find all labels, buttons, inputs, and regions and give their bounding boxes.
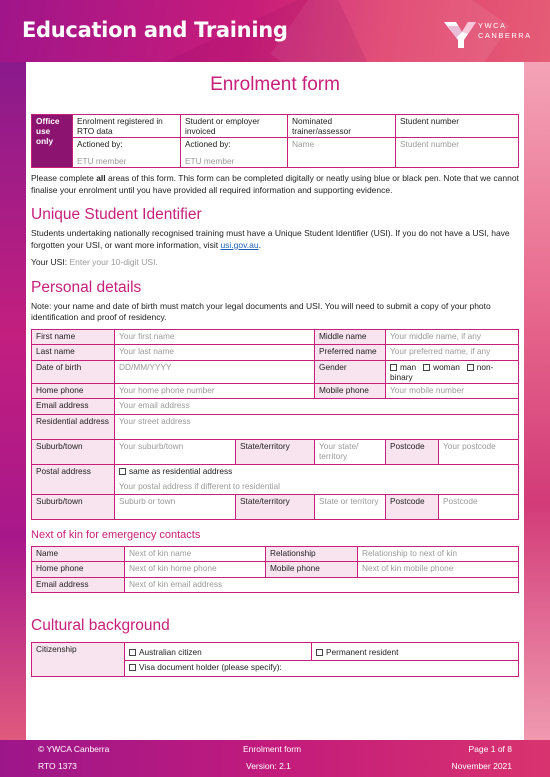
nok-home-phone-input[interactable]: Next of kin home phone (125, 562, 266, 578)
residential-input[interactable]: Your street address (115, 414, 519, 439)
gender-nonbinary-label: non-binary (390, 361, 494, 382)
student-number-field[interactable]: Student number (396, 138, 519, 168)
intro-post: areas of this form. This form can be completed digitally or neatly using blue or black pen. Note that we cannot finalise your enrolment until you have provided all required information and supporting evidence. (31, 173, 519, 195)
visa-label: Visa document holder (please specify): (139, 662, 282, 672)
last-name-label: Last name (32, 345, 115, 361)
next-of-kin-heading: Next of kin for emergency contacts (31, 528, 201, 541)
form-card (26, 62, 524, 740)
left-decoration (0, 62, 26, 740)
nok-relationship-input[interactable]: Relationship to next of kin (358, 546, 519, 562)
footer-rto: RTO 1373 (38, 761, 77, 771)
footer-org: © YWCA Canberra (38, 744, 110, 754)
etu-member-field[interactable]: ETU member (181, 155, 288, 168)
office-col-header: Student or employer invoiced (181, 115, 288, 138)
state2-label: State/territory (236, 494, 315, 519)
mobile-phone-input[interactable]: Your mobile number (386, 383, 519, 399)
citizen-label: Australian citizen (139, 647, 202, 657)
usi-input[interactable]: Enter your 10-digit USI. (69, 257, 158, 267)
email-input[interactable]: Your email address (115, 399, 519, 415)
citizen-option (125, 643, 312, 661)
dob-input[interactable]: DD/MM/YYYY (115, 360, 315, 383)
postal-input[interactable]: Your postal address if different to residential (119, 480, 280, 491)
personal-details-heading: Personal details (31, 278, 142, 296)
cultural-table (31, 642, 519, 677)
mobile-phone-label: Mobile phone (315, 383, 386, 399)
postcode-input[interactable]: Your postcode (439, 439, 519, 464)
visa-option (125, 661, 519, 677)
postal-label: Postal address (32, 464, 115, 494)
gender-man-checkbox[interactable] (390, 364, 397, 371)
logo-line: YWCA (478, 21, 507, 30)
postal-same-row (119, 466, 514, 476)
residential-label: Residential address (32, 414, 115, 439)
state2-input[interactable]: State or territory (315, 494, 386, 519)
usi-text (31, 228, 519, 251)
office-use-table (31, 114, 519, 168)
your-usi-row (31, 257, 519, 269)
trainer-name-field[interactable]: Name (288, 138, 396, 168)
citizenship-label: Citizenship (32, 643, 125, 677)
intro-text (31, 173, 519, 196)
middle-name-label: Middle name (315, 329, 386, 345)
preferred-name-input[interactable]: Your preferred name, if any (386, 345, 519, 361)
last-name-input[interactable]: Your last name (115, 345, 315, 361)
logo-line: CANBERRA (478, 31, 532, 40)
suburb2-input[interactable]: Suburb or town (115, 494, 236, 519)
intro-bold: all (96, 173, 106, 183)
next-of-kin-table (31, 546, 519, 594)
office-col-header: Enrolment registered in RTO data (73, 115, 181, 138)
state-input[interactable]: Your state/ territory (315, 439, 386, 464)
your-usi-label: Your USI: (31, 257, 68, 267)
nok-relationship-label: Relationship (266, 546, 358, 562)
suburb2-label: Suburb/town (32, 494, 115, 519)
nok-name-label: Name (32, 546, 125, 562)
first-name-input[interactable]: Your first name (115, 329, 315, 345)
gender-woman-checkbox[interactable] (423, 364, 430, 371)
suburb-label: Suburb/town (32, 439, 115, 464)
pr-label: Permanent resident (326, 647, 399, 657)
gender-nonbinary-checkbox[interactable] (467, 364, 474, 371)
form-title: Enrolment form (210, 74, 340, 95)
gender-man-label: man (400, 361, 417, 372)
footer-doc: Enrolment form (243, 744, 302, 754)
actioned-by-label: Actioned by: (181, 138, 288, 155)
postal-cell (115, 464, 519, 494)
home-phone-label: Home phone (32, 383, 115, 399)
postcode-label: Postcode (386, 439, 439, 464)
usi-text-end: . (258, 239, 261, 250)
nok-home-phone-label: Home phone (32, 562, 125, 578)
gender-woman-label: woman (433, 361, 460, 372)
right-decoration (524, 62, 550, 740)
citizen-checkbox[interactable] (129, 649, 136, 656)
actioned-by-label: Actioned by: (73, 138, 181, 155)
state-label: State/territory (236, 439, 315, 464)
dob-label: Date of birth (32, 360, 115, 383)
pr-checkbox[interactable] (316, 649, 323, 656)
logo-text (478, 21, 532, 41)
footer-page: Page 1 of 8 (468, 744, 512, 754)
pr-option (312, 643, 519, 661)
postal-same-label: same as residential address (129, 465, 233, 476)
usi-link[interactable]: usi.gov.au (220, 239, 259, 250)
postcode2-label: Postcode (386, 494, 439, 519)
cultural-heading: Cultural background (31, 617, 170, 634)
office-col-header: Nominated trainer/assessor (288, 115, 396, 138)
email-label: Email address (32, 399, 115, 415)
nok-mobile-phone-input[interactable]: Next of kin mobile phone (358, 562, 519, 578)
etu-member-field[interactable]: ETU member (73, 155, 181, 168)
visa-checkbox[interactable] (129, 664, 136, 671)
usi-text-body: Students undertaking nationally recognised training must have a Unique Student Identifier (USI). If you do not have a USI, have forgotten your USI, or want more information, visit (31, 228, 510, 250)
office-col-header: Student number (396, 115, 519, 138)
intro-pre: Please complete (31, 173, 97, 183)
postal-same-checkbox[interactable] (119, 468, 126, 475)
nok-email-label: Email address (32, 577, 125, 593)
nok-email-input[interactable]: Next of kin email address (125, 577, 519, 593)
usi-heading: Unique Student Identifier (31, 206, 202, 223)
footer-date: November 2021 (451, 761, 512, 771)
gender-options (386, 360, 519, 383)
nok-name-input[interactable]: Next of kin name (125, 546, 266, 562)
footer (0, 740, 550, 777)
office-use-label: Office use only (32, 115, 73, 168)
personal-note: Note: your name and date of birth must match your legal documents and USI. You will need to submit a copy of your photo identification and proof of residency. (31, 300, 491, 322)
middle-name-input[interactable]: Your middle name, if any (386, 329, 519, 345)
header-banner (0, 0, 550, 62)
preferred-name-label: Preferred name (315, 345, 386, 361)
nok-mobile-phone-label: Mobile phone (266, 562, 358, 578)
footer-version: Version: 2.1 (246, 761, 291, 771)
postcode2-input[interactable]: Postcode (439, 494, 519, 519)
suburb-input[interactable]: Your suburb/town (115, 439, 236, 464)
home-phone-input[interactable]: Your home phone number (115, 383, 315, 399)
gender-label: Gender (315, 360, 386, 383)
first-name-label: First name (32, 329, 115, 345)
header-title: Education and Training (22, 18, 288, 42)
personal-details-table (31, 329, 519, 520)
